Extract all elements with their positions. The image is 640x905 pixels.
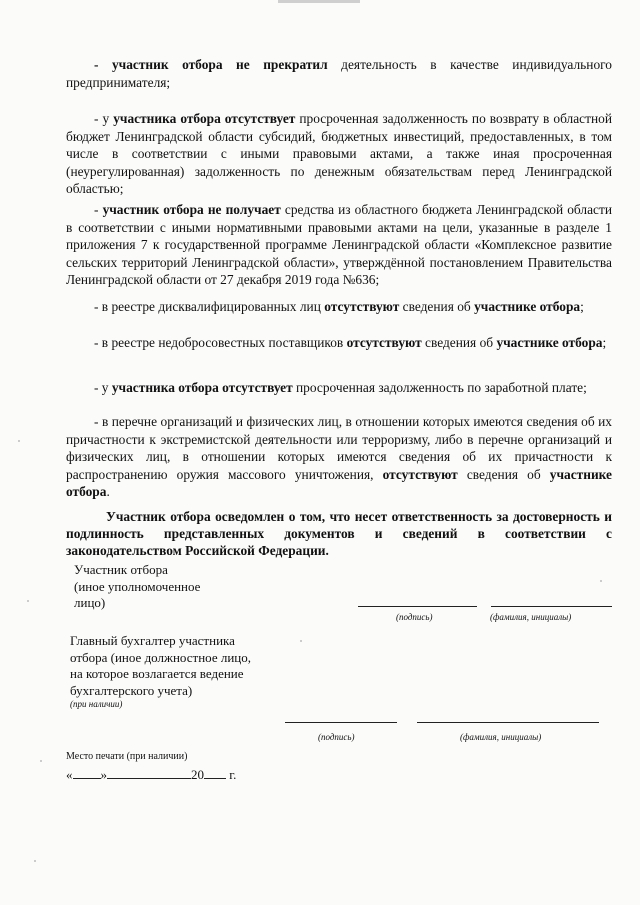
scan-speck	[34, 860, 36, 862]
participant-signature-line	[358, 606, 477, 607]
scan-speck	[600, 580, 602, 582]
condition-no-wage-debt	[66, 379, 612, 397]
bold-text: отсутствуют	[382, 466, 458, 482]
accountant-name-line	[417, 722, 599, 723]
bold-text: отсутствуют	[324, 299, 400, 314]
accountant-signature-line	[285, 722, 397, 723]
accountant-note: (при наличии)	[70, 699, 123, 709]
condition-no-funds	[66, 201, 612, 289]
bold-text: участнике отбора	[66, 466, 612, 500]
bold-text: участнике отбора	[474, 299, 581, 314]
accountant-name-caption: (фамилия, инициалы)	[460, 732, 542, 742]
date-open-quote: «	[66, 767, 73, 782]
text-run: сведения об	[421, 335, 497, 350]
text-run: деятельность в качестве индивидуального предпринимателя;	[66, 57, 612, 90]
scan-speck	[300, 640, 302, 642]
date-year-prefix: 20	[191, 767, 204, 782]
bold-text: участнике отбора	[496, 335, 603, 350]
bold-text: отсутствуют	[346, 335, 422, 350]
text-run: ;	[580, 299, 584, 314]
text-run: .	[106, 484, 110, 500]
condition-no-debt-return	[66, 110, 612, 198]
date-year-blank	[204, 766, 226, 779]
text-run: просроченная задолженность по заработной плате;	[292, 380, 587, 395]
condition-extremism-list	[66, 413, 612, 501]
text-run: - в реестре недобросовестных поставщиков	[94, 335, 347, 350]
participant-name-caption: (фамилия, инициалы)	[490, 612, 572, 622]
accountant-signature-caption: (подпись)	[318, 732, 355, 742]
text-run: - у	[94, 111, 114, 126]
text-run: - в реестре дисквалифицированных лиц	[94, 299, 325, 314]
responsibility-notice: Участник отбора осведомлен о том, что несет ответственность за достоверность и подлинность представленных документов и сведений в соответствии с законодательством Российской Федерации.	[66, 509, 612, 558]
participant-signature-caption: (подпись)	[396, 612, 433, 622]
condition-not-ceased	[66, 56, 612, 91]
accountant-label: Главный бухгалтер участника отбора (иное должностное лицо, на которое возлагается ведение бухгалтерского учета)	[70, 633, 251, 698]
scan-speck	[27, 600, 29, 602]
text-run: ;	[602, 335, 607, 350]
date-close-quote: »	[100, 767, 107, 782]
participant-label: Участник отбора (иное уполномоченное лицо)	[74, 562, 201, 610]
text-run: средства из областного бюджета Ленинградской области в соответствии с иными нормативными правовыми актами на цели, указанные в разделе 1 приложения 7 к государственной программе Ленинградской области «Комплексное развитие сельских территорий Ленинградской области», утверждённой постановлением Правительства Ленинградской области от 27 декабря 2019 года №636;	[66, 202, 612, 288]
text-run: сведения об	[399, 299, 475, 314]
scan-speck	[18, 440, 20, 442]
date-day-blank	[73, 766, 101, 779]
bold-text: -	[94, 57, 112, 72]
date-line	[66, 766, 236, 783]
scan-speck	[40, 760, 42, 762]
condition-unfair-suppliers	[66, 334, 612, 352]
text-run: -	[94, 202, 103, 217]
text-run: просроченная задолженность по возврату в областной бюджет Ленинградской области субсидий, бюджетных инвестиций, предоставленных, в том числе в соответствии с иными правовыми актами, а также иная просроченная (неурегулированная) задолженность по денежным обязательствам перед Ленинградской областью;	[66, 111, 612, 197]
bold-text: участник отбора не прекратил	[111, 57, 328, 72]
text-run: - в перечне организаций и физических лиц, в отношении которых имеются сведения об их причастности к экстремистской деятельности или терроризму, либо в перечне организаций и физических лиц, в отношении которых имеются сведения об их причастности к распространению оружия массового уничтожения,	[66, 414, 612, 482]
date-month-blank	[107, 766, 191, 779]
condition-disqualified-register	[66, 298, 612, 316]
scan-mark	[278, 0, 360, 3]
participant-name-line	[491, 606, 612, 607]
text-run: сведения об	[457, 466, 550, 482]
stamp-label: Место печати (при наличии)	[66, 751, 188, 762]
bold-text: участника отбора отсутствует	[113, 111, 296, 126]
bold-text: участника отбора отсутствует	[111, 380, 293, 395]
text-run: - у	[94, 380, 112, 395]
date-suffix: г.	[226, 767, 237, 782]
bold-text: участник отбора не получает	[102, 202, 281, 217]
